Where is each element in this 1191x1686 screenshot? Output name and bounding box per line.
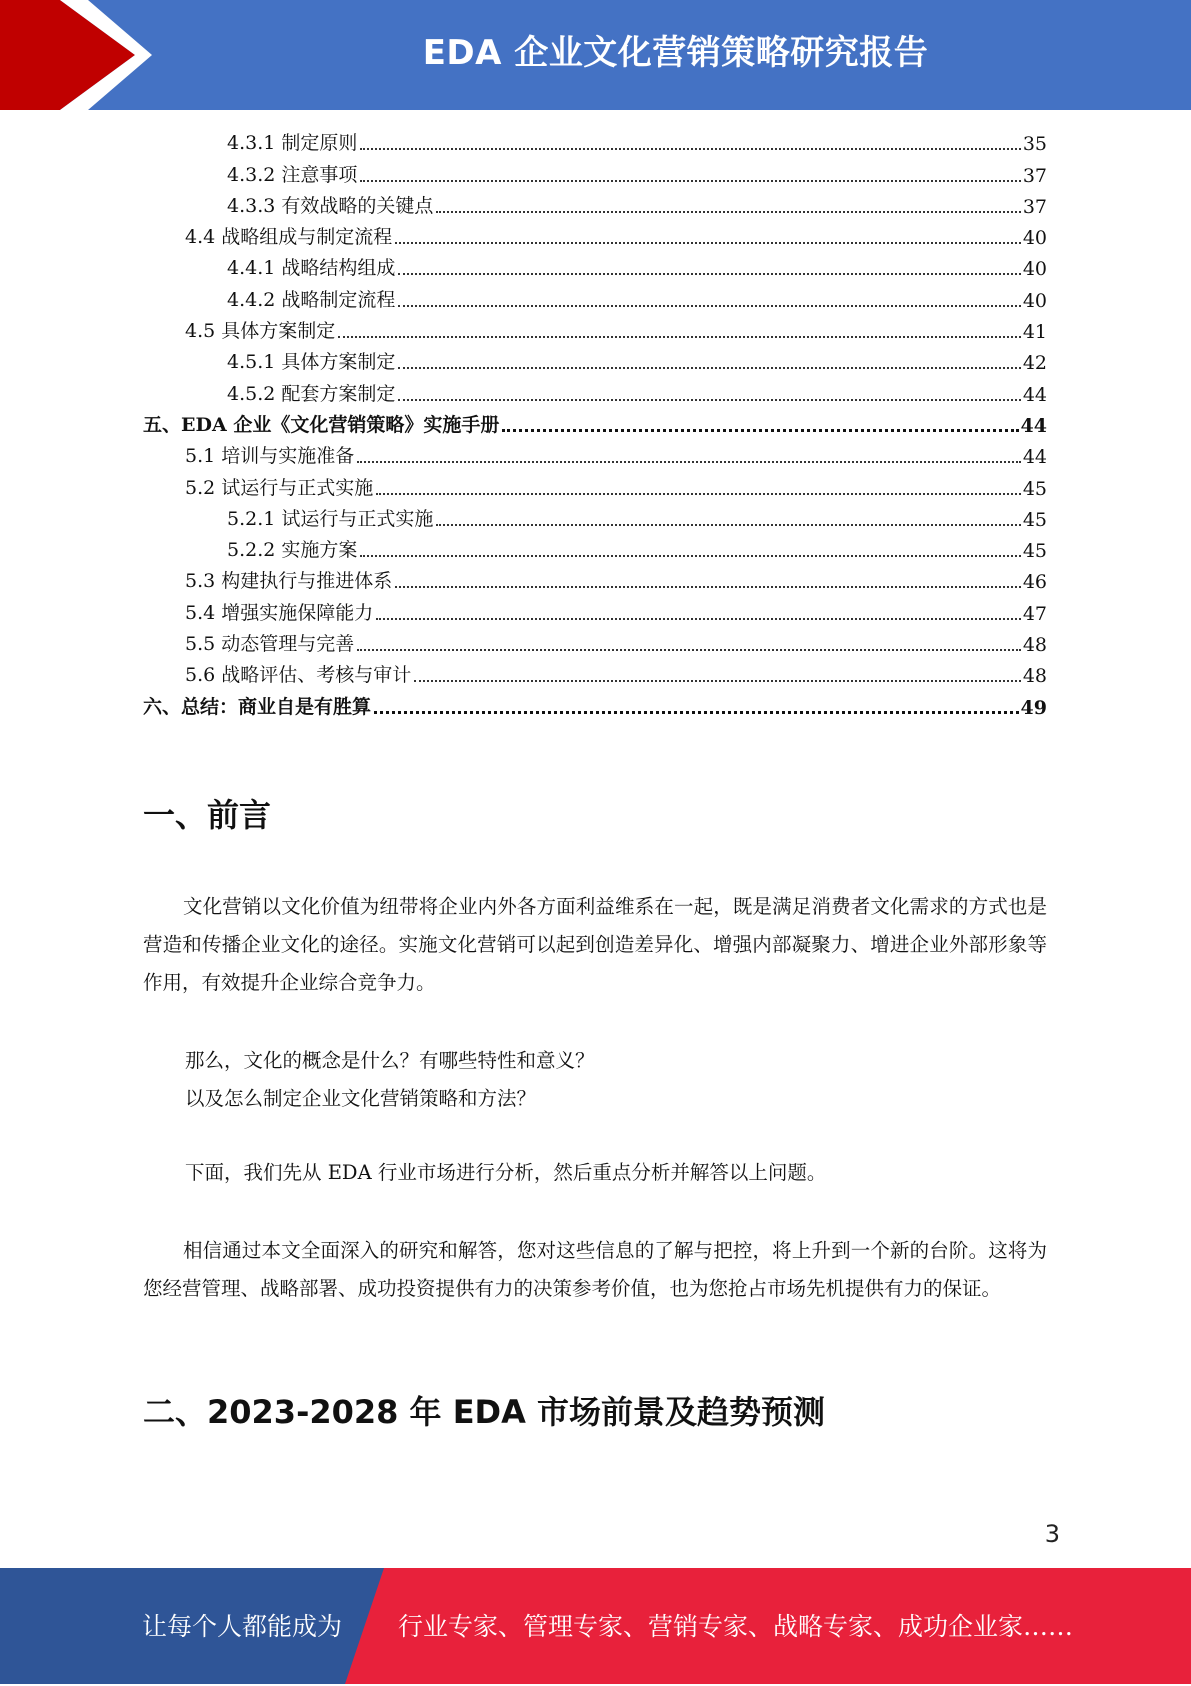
preface-question-2: 以及怎么制定企业文化营销策略和方法？ <box>185 1087 537 1110</box>
toc-entry[interactable] <box>143 566 1047 597</box>
toc-entry[interactable] <box>143 504 1047 535</box>
toc-entry[interactable] <box>143 441 1047 472</box>
toc-entry-title: 5.4 增强实施保障能力 <box>185 601 374 624</box>
toc-dot-leader <box>360 148 1020 150</box>
toc-entry-page: 45 <box>1022 508 1047 531</box>
toc-entry-title: 5.2 试运行与正式实施 <box>185 476 374 499</box>
toc-entry[interactable] <box>143 410 1047 441</box>
toc-entry-title: 5.6 战略评估、考核与审计 <box>185 664 412 687</box>
toc-entry-page: 40 <box>1022 289 1047 312</box>
header-arrow-decoration <box>0 0 160 110</box>
toc-entry-page: 45 <box>1022 477 1047 500</box>
toc-dot-leader <box>374 711 1019 714</box>
toc-entry[interactable] <box>143 159 1047 190</box>
toc-entry[interactable] <box>143 316 1047 347</box>
toc-entry-title: 五、EDA 企业《文化营销策略》实施手册 <box>143 413 500 436</box>
toc-entry-page: 46 <box>1022 571 1047 594</box>
toc-entry-title: 4.4 战略组成与制定流程 <box>185 226 393 249</box>
toc-entry-title: 六、总结：商业自是有胜算 <box>143 695 372 718</box>
toc-dot-leader <box>395 242 1021 244</box>
toc-entry-page: 47 <box>1022 602 1047 625</box>
toc-dot-leader <box>360 555 1020 557</box>
toc-entry[interactable] <box>143 378 1047 409</box>
toc-entry-title: 5.3 构建执行与推进体系 <box>185 570 393 593</box>
toc-entry-page: 49 <box>1020 696 1047 719</box>
toc-entry[interactable] <box>143 629 1047 660</box>
toc-entry-page: 41 <box>1022 321 1047 344</box>
toc-dot-leader <box>502 429 1018 432</box>
toc-dot-leader <box>398 273 1020 275</box>
toc-entry-page: 40 <box>1022 258 1047 281</box>
toc-entry[interactable] <box>143 691 1047 722</box>
toc-dot-leader <box>398 399 1020 401</box>
toc-entry[interactable] <box>143 253 1047 284</box>
toc-dot-leader <box>395 586 1021 588</box>
toc-entry-title: 4.3.3 有效战略的关键点 <box>227 194 434 217</box>
toc-dot-leader <box>357 649 1021 651</box>
preface-paragraph-3: 相信通过本文全面深入的研究和解答，您对这些信息的了解与把控，将上升到一个新的台阶。这将为您经营管理、战略部署、成功投资提供有力的决策参考价值，也为您抢占市场先机提供有力的保证。 <box>143 1239 1047 1300</box>
toc-dot-leader <box>436 524 1020 526</box>
page-number: 3 <box>1044 1520 1060 1548</box>
footer-slogan-left: 让每个人都能成为 <box>142 1612 343 1641</box>
toc-dot-leader <box>376 618 1021 620</box>
toc-entry-title: 5.2.2 实施方案 <box>227 539 358 562</box>
toc-entry-page: 48 <box>1022 665 1047 688</box>
toc-entry[interactable] <box>143 191 1047 222</box>
table-of-contents <box>143 128 1047 723</box>
page-header <box>0 0 1191 110</box>
toc-entry-page: 37 <box>1022 195 1047 218</box>
toc-entry-page: 37 <box>1022 164 1047 187</box>
toc-entry-title: 4.4.1 战略结构组成 <box>227 257 396 280</box>
section-heading-market-forecast: 二、2023-2028 年 EDA 市场前景及趋势预测 <box>143 1393 826 1431</box>
toc-dot-leader <box>376 493 1021 495</box>
report-title: EDA 企业文化营销策略研究报告 <box>422 33 929 73</box>
preface-paragraph-2: 下面，我们先从 EDA 行业市场进行分析，然后重点分析并解答以上问题。 <box>185 1161 827 1184</box>
toc-entry-page: 45 <box>1022 540 1047 563</box>
toc-entry-page: 40 <box>1022 227 1047 250</box>
toc-entry[interactable] <box>143 660 1047 691</box>
toc-entry-title: 5.5 动态管理与完善 <box>185 633 355 656</box>
toc-dot-leader <box>398 367 1020 369</box>
toc-entry-page: 44 <box>1022 383 1047 406</box>
toc-entry-page: 35 <box>1022 133 1047 156</box>
toc-entry-title: 4.3.1 制定原则 <box>227 132 358 155</box>
toc-entry[interactable] <box>143 472 1047 503</box>
toc-entry[interactable] <box>143 222 1047 253</box>
footer-slogan-right: 行业专家、管理专家、营销专家、战略专家、成功企业家…… <box>398 1612 1074 1641</box>
section-heading-preface: 一、前言 <box>143 796 272 834</box>
preface-question-1: 那么，文化的概念是什么？有哪些特性和意义？ <box>185 1049 595 1072</box>
toc-entry[interactable] <box>143 284 1047 315</box>
toc-entry-title: 4.3.2 注意事项 <box>227 163 358 186</box>
preface-paragraph-1: 文化营销以文化价值为纽带将企业内外各方面利益维系在一起，既是满足消费者文化需求的方式也是营造和传播企业文化的途径。实施文化营销可以起到创造差异化、增强内部凝聚力、增进企业外部形象等作用，有效提升企业综合竞争力。 <box>143 895 1047 994</box>
toc-dot-leader <box>338 336 1021 338</box>
toc-dot-leader <box>398 305 1020 307</box>
toc-dot-leader <box>360 180 1020 182</box>
toc-entry-title: 4.4.2 战略制定流程 <box>227 288 396 311</box>
toc-entry-title: 4.5.2 配套方案制定 <box>227 382 396 405</box>
toc-entry-page: 42 <box>1022 352 1047 375</box>
toc-entry-page: 44 <box>1020 414 1047 437</box>
toc-entry[interactable] <box>143 128 1047 159</box>
toc-dot-leader <box>436 211 1020 213</box>
toc-entry-title: 4.5 具体方案制定 <box>185 320 336 343</box>
toc-dot-leader <box>414 680 1021 682</box>
toc-entry[interactable] <box>143 347 1047 378</box>
toc-dot-leader <box>357 461 1021 463</box>
toc-entry[interactable] <box>143 597 1047 628</box>
toc-entry-title: 5.2.1 试运行与正式实施 <box>227 507 434 530</box>
toc-entry-page: 48 <box>1022 634 1047 657</box>
page-footer <box>0 1568 1191 1684</box>
toc-entry-title: 4.5.1 具体方案制定 <box>227 351 396 374</box>
toc-entry[interactable] <box>143 535 1047 566</box>
toc-entry-page: 44 <box>1022 446 1047 469</box>
toc-entry-title: 5.1 培训与实施准备 <box>185 445 355 468</box>
